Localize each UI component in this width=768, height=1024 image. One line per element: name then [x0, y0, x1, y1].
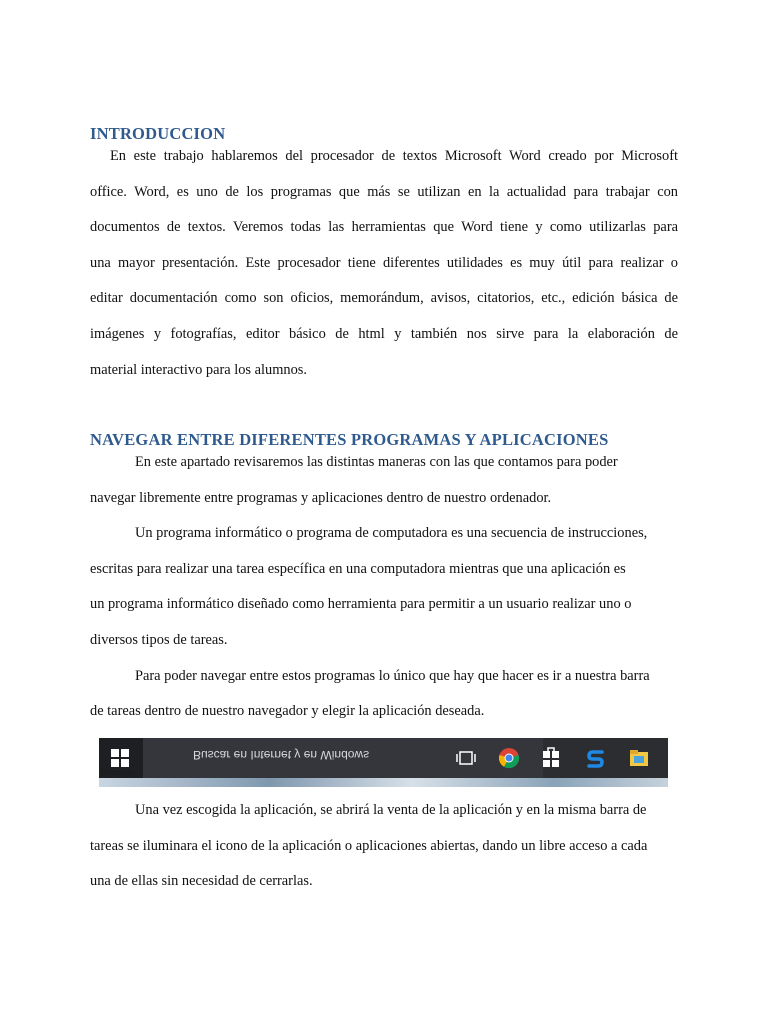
navegar-line: Para poder navegar entre estos programas lo único que hay que hacer es ir a nuestra barra [135, 667, 650, 684]
navegar-line: navegar libremente entre programas y aplicaciones dentro de nuestro ordenador. [90, 489, 552, 506]
navegar-paragraph-1 [90, 445, 678, 730]
intro-line: imágenes y fotografías, editor básico de html y también nos sirve para la elaboración de [90, 325, 678, 342]
desktop-background-strip [99, 778, 668, 787]
navegar-line: una de ellas sin necesidad de cerrarlas. [90, 873, 313, 890]
search-placeholder: Buscar en Internet y en Windows [193, 748, 370, 762]
intro-line: office. Word, es uno de los programas que más se utilizan en la actualidad para trabajar con [90, 183, 678, 200]
taskbar-search-box[interactable] [143, 738, 543, 778]
intro-line: En este trabajo hablaremos del procesador de textos Microsoft Word creado por Microsoft [110, 148, 678, 164]
navegar-line: escritas para realizar una tarea específica en una computadora mientras que una aplicación es [90, 560, 626, 577]
file-explorer-icon[interactable] [628, 747, 650, 769]
navegar-line: Una vez escogida la aplicación, se abrirá la venta de la aplicación y en la misma barra de [135, 802, 647, 818]
windows-start-icon [111, 749, 129, 767]
taskbar-screenshot [99, 738, 668, 787]
chrome-icon[interactable] [498, 747, 520, 769]
navegar-line: un programa informático diseñado como herramienta para permitir a un usuario realizar uno o [90, 596, 632, 613]
navegar-line: diversos tipos de tareas. [90, 631, 228, 648]
desktop-icon-label: Reciclaje [101, 768, 134, 777]
intro-paragraph [90, 139, 678, 388]
heading-navegar: NAVEGAR ENTRE DIFERENTES PROGRAMAS Y APLICACIONES [90, 430, 609, 449]
navegar-line: En este apartado revisaremos las distintas maneras con las que contamos para poder [135, 454, 618, 470]
intro-line: editar documentación como son oficios, memorándum, avisos, citatorios, etc., edición básica de [90, 290, 678, 307]
navegar-line: tareas se iluminara el icono de la aplicación o aplicaciones abiertas, dando un libre acceso a cada [90, 837, 648, 854]
heading-introduccion: INTRODUCCION [90, 124, 226, 143]
navegar-line: Un programa informático o programa de computadora es una secuencia de instrucciones, [135, 525, 648, 542]
intro-line: documentos de textos. Veremos todas las herramientas que Word tiene y como utilizarlas para [90, 219, 678, 236]
intro-line: una mayor presentación. Este procesador tiene diferentes utilidades es muy útil para realizar o [90, 254, 678, 271]
navegar-line: de tareas dentro de nuestro navegador y elegir la aplicación deseada. [90, 703, 485, 720]
s-app-icon[interactable] [585, 747, 607, 769]
store-icon[interactable] [540, 747, 562, 769]
task-view-icon[interactable] [455, 747, 477, 769]
intro-line: material interactivo para los alumnos. [90, 361, 307, 378]
navegar-paragraph-2 [90, 793, 678, 900]
